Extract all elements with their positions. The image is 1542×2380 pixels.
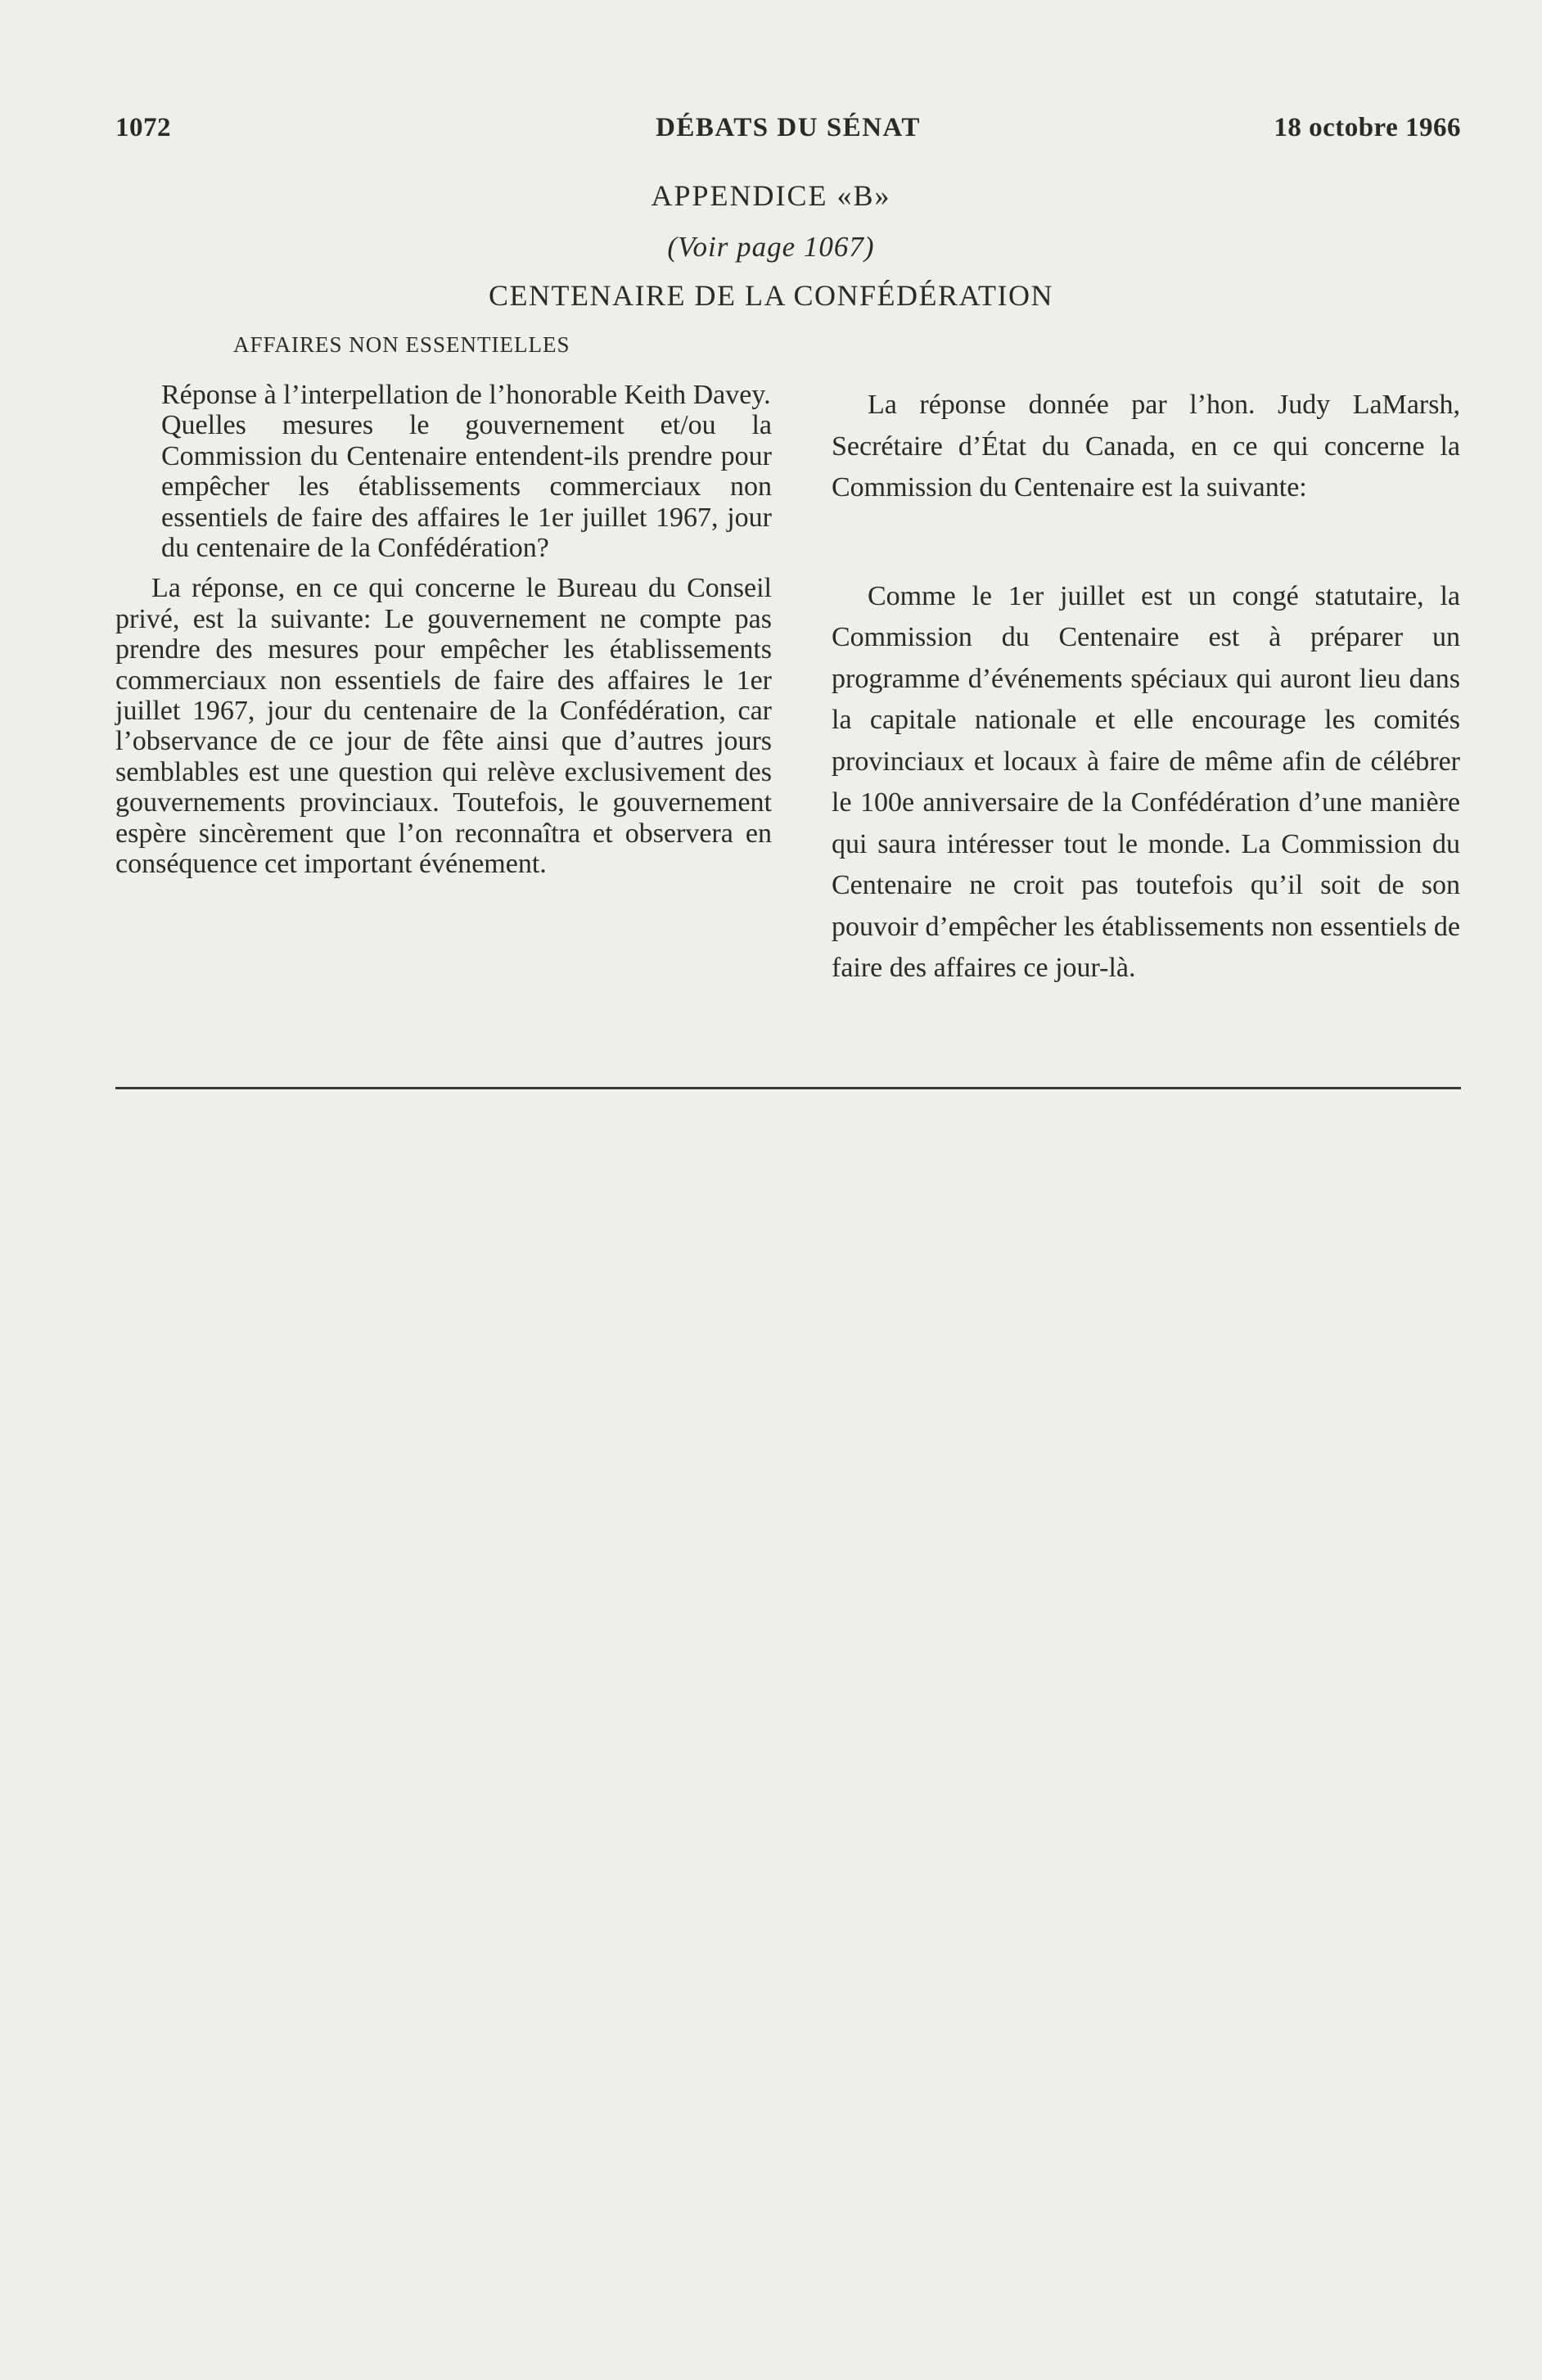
secretary-intro: La réponse donnée par l’hon. Judy LaMarsh, Secrétaire d’État du Canada, en ce qui concerne la Commission du Centenaire est la suivante: bbox=[832, 390, 1460, 503]
section-rule bbox=[115, 1087, 1461, 1089]
question-text: Quelles mesures le gouvernement et/ou la Commission du Centenaire entendent-ils prendre pour empêcher les établissements commerciaux non essentiels de faire des affaires le 1er juillet 1967, jour du centenaire de la Confédération? bbox=[161, 410, 772, 564]
commission-answer: Comme le 1er juillet est un congé statutaire, la Commission du Centenaire est à préparer un programme d’événements spéciaux qui auront lieu dans la capitale nationale et elle encourage les comités provinciaux et locaux à faire de même afin de célébrer le 100e anniversaire de la Confédération d’une manière qui saura intéresser tout le monde. La Commission du Centenaire ne croit pas toutefois qu’il soit de son pouvoir d’empêcher les établissements non essentiels de faire des affaires ce jour-là. bbox=[832, 580, 1460, 983]
publication-title: DÉBATS DU SÉNAT bbox=[656, 113, 921, 142]
header-date: 18 octobre 1966 bbox=[1274, 113, 1461, 142]
privy-council-answer: La réponse, en ce qui concerne le Bureau du Conseil privé, est la suivante: Le gouvernement ne compte pas prendre des mesures pour empêcher les établissements commerciaux non essentiels de faire des affaires le 1er juillet 1967, jour du centenaire de la Confédération, car l’observance de ce jour de fête ainsi que d’autres jours semblables est une question qui relève exclusivement des gouvernements provinciaux. Toutefois, le gouvernement espère sincèrement que l’on reconnaîtra et observera en conséquence cet important événement. bbox=[115, 573, 772, 880]
running-header bbox=[115, 113, 1461, 152]
right-column bbox=[832, 385, 1460, 989]
page-number: 1072 bbox=[115, 113, 171, 142]
see-page-reference: (Voir page 1067) bbox=[667, 231, 875, 263]
subheading: AFFAIRES NON ESSENTIELLES bbox=[233, 332, 570, 357]
left-column bbox=[115, 380, 772, 880]
interpellation-intro: Réponse à l’interpellation de l’honorable Keith Davey. bbox=[161, 380, 771, 410]
appendix-title: APPENDICE «B» bbox=[651, 179, 891, 212]
section-title: CENTENAIRE DE LA CONFÉDÉRATION bbox=[489, 279, 1053, 312]
